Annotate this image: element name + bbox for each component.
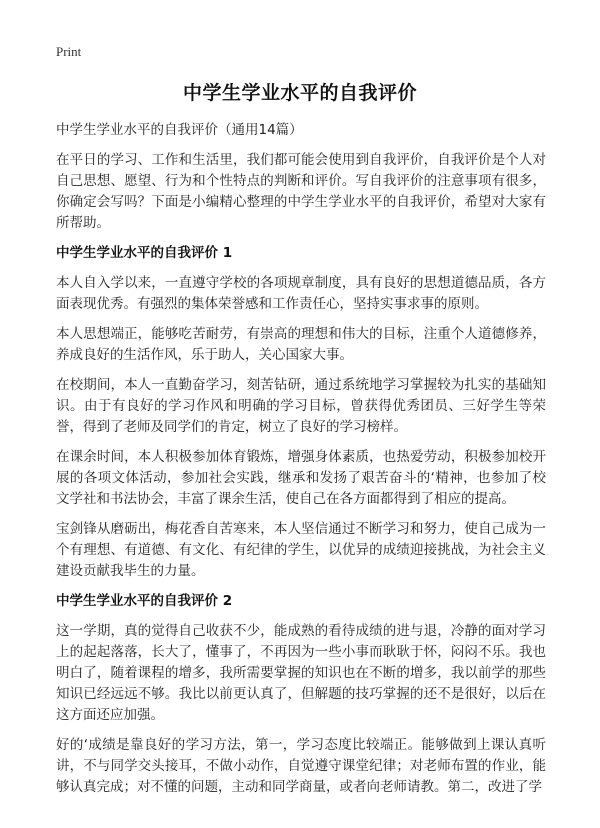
section-heading-1: 中学生学业水平的自我评价 1 (56, 245, 233, 261)
section2-paragraph: 这一学期，真的觉得自己收获不少，能成熟的看待成绩的进与退，冷静的面对学习上的起起落落，长大了，懂事了，不再因为一些小事而耿耿于怀，闷闷不乐。我也明白了，随着课程的增多，我所需要掌握的知识也在不断的增多，我以前学的那些知识已经远远不够。我比以前更认真了，但解题的技巧掌握的还不是很好，以后在这方面还应加强。 (56, 623, 546, 723)
page-title: 中学生学业水平的自我评价 (182, 82, 417, 104)
intro-paragraph: 在平日的学习、工作和生活里，我们都可能会使用到自我评价，自我评价是个人对自己思想、愿望、行为和个性特点的判断和评价。写自我评价的注意事项有很多，你确定会写吗？下面是小编精心整理的中学生学业水平的自我评价，希望对大家有所帮助。 (56, 152, 546, 231)
section2-paragraph: 好的‘成绩是靠良好的学习方法，第一，学习态度比较端正。能够做到上课认真听讲，不与同学交头接耳，不做小动作，自觉遵守课堂纪律；对老师布置的作业，能够认真完成；对不懂的问题，主动和同学商量，或者向老师请教。第二，改进了学 (56, 737, 546, 795)
document-subtitle: 中学生学业水平的自我评价（通用14篇） (56, 122, 303, 138)
section1-paragraph: 在课余时间，本人积极参加体育锻炼，增强身体素质，也热爱劳动，积极参加校开展的各项文体活动，参加社会实践，继承和发扬了艰苦奋斗的‘精神，也参加了校文学社和书法协会，丰富了课余生活，使自己在各方面都得到了相应的提高。 (56, 449, 546, 507)
section1-paragraph: 在校期间，本人一直勤奋学习，刻苦钻研，通过系统地学习掌握较为扎实的基础知识。由于有良好的学习作风和明确的学习目标，曾获得优秀团员、三好学生等荣誉，得到了老师及同学们的肯定，树立了良好的学习榜样。 (56, 377, 546, 435)
print-link[interactable]: Print (56, 44, 82, 59)
section-heading-2: 中学生学业水平的自我评价 2 (56, 593, 233, 609)
section1-paragraph: 宝剑锋从磨砺出，梅花香自苦寒来，本人坚信通过不断学习和努力，使自己成为一个有理想、有道德、有文化、有纪律的学生，以优异的成绩迎接挑战，为社会主义建设贡献我毕生的力量。 (56, 521, 546, 579)
section1-paragraph: 本人思想端正，能够吃苦耐劳，有崇高的理想和伟大的目标，注重个人道德修养，养成良好的生活作风，乐于助人，关心国家大事。 (56, 326, 546, 363)
document-body (56, 120, 546, 807)
section1-paragraph: 本人自入学以来，一直遵守学校的各项规章制度，具有良好的思想道德品质，各方面表现优秀。有强烈的集体荣誉感和工作责任心，坚持实事求事的原则。 (56, 275, 546, 312)
